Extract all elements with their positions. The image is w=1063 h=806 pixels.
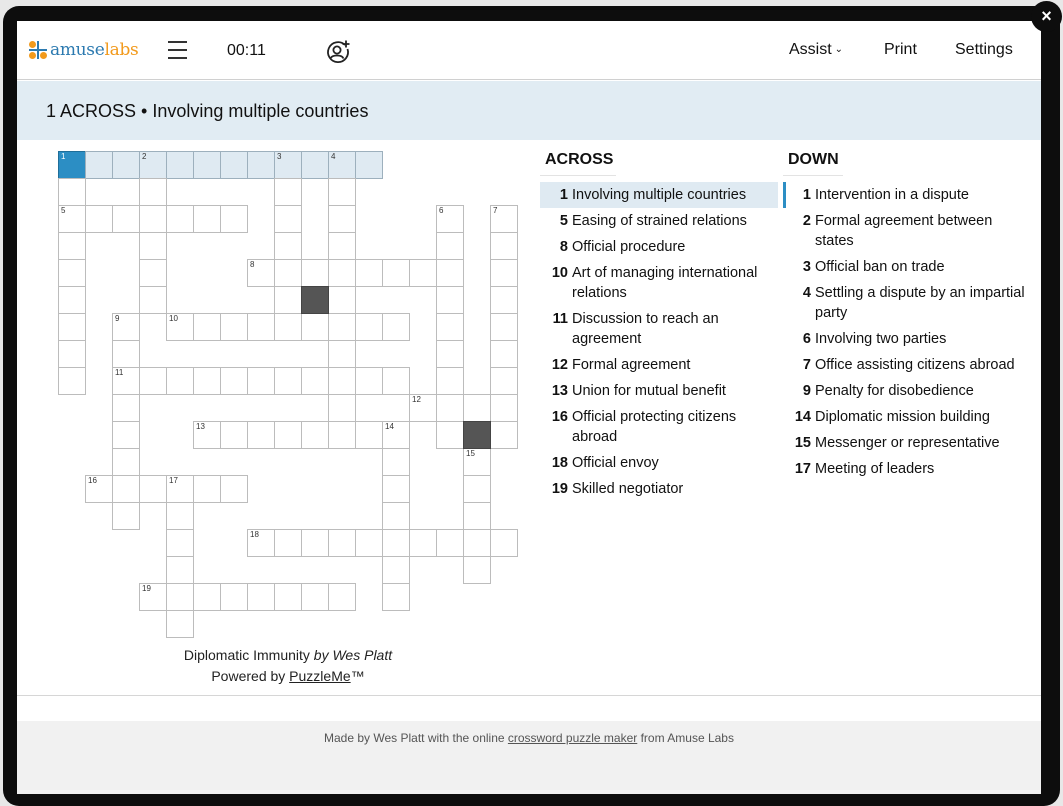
- grid-cell[interactable]: [85, 475, 113, 503]
- grid-cell[interactable]: [193, 583, 221, 611]
- grid-cell[interactable]: [274, 205, 302, 233]
- clue-number: 17: [169, 476, 178, 485]
- trademark: ™: [350, 668, 365, 684]
- clue-number: 13: [196, 422, 205, 431]
- grid-cell[interactable]: [382, 421, 410, 449]
- grid-cell[interactable]: [382, 583, 410, 611]
- grid-cell[interactable]: [193, 151, 221, 179]
- clue-text: Art of managing international relations: [572, 265, 758, 301]
- grid-cell[interactable]: [193, 205, 221, 233]
- grid-cell[interactable]: [166, 367, 194, 395]
- grid-cell[interactable]: [112, 502, 140, 530]
- grid-cell[interactable]: [355, 421, 383, 449]
- crossword-window: [17, 21, 1041, 794]
- grid-cell[interactable]: [436, 421, 464, 449]
- puzzle-author: by Wes Platt: [313, 647, 393, 663]
- grid-cell[interactable]: [355, 151, 383, 179]
- clue-down-2[interactable]: [783, 208, 1033, 254]
- grid-cell[interactable]: [436, 313, 464, 341]
- clue-number: 5: [61, 206, 66, 215]
- grid-cell[interactable]: [490, 205, 518, 233]
- grid-cell[interactable]: [58, 232, 86, 260]
- grid-cell[interactable]: [328, 421, 356, 449]
- puzzleme-link[interactable]: PuzzleMe: [289, 668, 351, 684]
- clue-text: Involving two parties: [815, 331, 947, 347]
- clue-number: 19: [551, 481, 568, 497]
- grid-cell[interactable]: [328, 259, 356, 287]
- grid-cell[interactable]: [274, 313, 302, 341]
- add-user-icon[interactable]: [325, 39, 351, 65]
- grid-cell[interactable]: [247, 421, 275, 449]
- chevron-down-icon: ⌄: [834, 44, 844, 55]
- grid-cell[interactable]: [166, 205, 194, 233]
- grid-cell[interactable]: [328, 583, 356, 611]
- grid-cell[interactable]: [58, 151, 86, 179]
- grid-cell[interactable]: [247, 367, 275, 395]
- clue-number: 18: [551, 455, 568, 471]
- grid-cell[interactable]: [247, 259, 275, 287]
- grid-cell[interactable]: [382, 502, 410, 530]
- grid-cell[interactable]: [220, 583, 248, 611]
- grid-cell[interactable]: [301, 421, 329, 449]
- down-heading: DOWN: [783, 151, 843, 176]
- grid-cell[interactable]: [355, 259, 383, 287]
- clue-number: 6: [439, 206, 444, 215]
- grid-cell[interactable]: [301, 259, 329, 287]
- clue-text: Penalty for disobedience: [815, 383, 974, 399]
- grid-cell[interactable]: [193, 421, 221, 449]
- clue-down-4[interactable]: [783, 280, 1033, 326]
- close-button[interactable]: [1031, 1, 1062, 32]
- clue-text: Involving multiple countries: [572, 187, 747, 203]
- grid-cell[interactable]: [490, 394, 518, 422]
- grid-cell[interactable]: [247, 529, 275, 557]
- clue-number: 3: [802, 259, 811, 275]
- grid-cell[interactable]: [328, 178, 356, 206]
- clue-number: 14: [385, 422, 394, 431]
- grid-cell[interactable]: [139, 232, 167, 260]
- grid-cell[interactable]: [490, 259, 518, 287]
- grid-cell[interactable]: [58, 286, 86, 314]
- clue-number: 4: [331, 152, 336, 161]
- grid-cell[interactable]: [436, 286, 464, 314]
- grid-cell[interactable]: [409, 529, 437, 557]
- grid-cell[interactable]: [382, 475, 410, 503]
- grid-cell[interactable]: [355, 313, 383, 341]
- clue-number: 15: [794, 435, 811, 451]
- footer-text-suffix: from Amuse Labs: [637, 731, 734, 745]
- grid-cell[interactable]: [274, 583, 302, 611]
- grid-cell[interactable]: [436, 205, 464, 233]
- crossword-grid[interactable]: [58, 151, 518, 637]
- grid-cell[interactable]: [220, 313, 248, 341]
- clue-down-9[interactable]: [783, 378, 1033, 404]
- clue-across-8[interactable]: [540, 234, 778, 260]
- grid-cell[interactable]: [193, 475, 221, 503]
- grid-cell[interactable]: [490, 286, 518, 314]
- clue-number: 11: [115, 368, 124, 377]
- print-button[interactable]: Print: [884, 41, 917, 58]
- grid-cell[interactable]: [58, 313, 86, 341]
- clue-number: 16: [551, 409, 568, 425]
- clue-number: 4: [802, 285, 811, 301]
- assist-menu[interactable]: [789, 41, 843, 59]
- clue-across-16[interactable]: [540, 404, 778, 450]
- clue-text: Discussion to reach an agreement: [572, 311, 719, 347]
- clue-number: 8: [250, 260, 255, 269]
- clue-down-6[interactable]: [783, 326, 1033, 352]
- puzzle-credit: [17, 645, 559, 687]
- grid-cell[interactable]: [112, 394, 140, 422]
- grid-cell[interactable]: [58, 340, 86, 368]
- grid-cell[interactable]: [328, 367, 356, 395]
- grid-cell[interactable]: [355, 367, 383, 395]
- grid-cell[interactable]: [220, 475, 248, 503]
- clue-number: 12: [551, 357, 568, 373]
- grid-cell[interactable]: [247, 151, 275, 179]
- grid-cell[interactable]: [193, 313, 221, 341]
- close-icon: ×: [1041, 6, 1052, 26]
- grid-cell[interactable]: [274, 151, 302, 179]
- grid-cell[interactable]: [382, 448, 410, 476]
- grid-cell[interactable]: [463, 394, 491, 422]
- grid-cell[interactable]: [166, 502, 194, 530]
- grid-cell[interactable]: [490, 367, 518, 395]
- current-clue-text: 1 ACROSS • Involving multiple countries: [46, 101, 369, 121]
- grid-cell[interactable]: [463, 556, 491, 584]
- clue-across-13[interactable]: [540, 378, 778, 404]
- grid-cell[interactable]: [301, 529, 329, 557]
- grid-cell[interactable]: [382, 259, 410, 287]
- clue-across-5[interactable]: [540, 208, 778, 234]
- clue-across-11[interactable]: [540, 306, 778, 352]
- clue-text: Official envoy: [572, 455, 659, 471]
- clue-number: 7: [802, 357, 811, 373]
- crossword-maker-link[interactable]: crossword puzzle maker: [507, 731, 638, 745]
- clue-text: Official procedure: [572, 239, 686, 255]
- clue-number: 3: [277, 152, 282, 161]
- grid-cell[interactable]: [166, 313, 194, 341]
- grid-cell[interactable]: [382, 529, 410, 557]
- grid-cell[interactable]: [436, 394, 464, 422]
- clue-text: Official ban on trade: [815, 259, 945, 275]
- logo-mark-icon: [29, 41, 47, 59]
- clue-across-18[interactable]: [540, 450, 778, 476]
- clue-text: Diplomatic mission building: [815, 409, 990, 425]
- grid-cell[interactable]: [58, 178, 86, 206]
- grid-cell[interactable]: [85, 151, 113, 179]
- grid-cell[interactable]: [58, 205, 86, 233]
- grid-cell[interactable]: [220, 205, 248, 233]
- grid-cell[interactable]: [463, 529, 491, 557]
- clue-number: 10: [551, 265, 568, 281]
- block-cell: [463, 421, 491, 449]
- clue-number: 2: [802, 213, 811, 229]
- grid-cell[interactable]: [490, 232, 518, 260]
- clue-text: Meeting of leaders: [815, 461, 935, 477]
- grid-cell[interactable]: [328, 205, 356, 233]
- grid-cell[interactable]: [436, 340, 464, 368]
- clue-down-14[interactable]: [783, 404, 1033, 430]
- grid-cell[interactable]: [328, 529, 356, 557]
- grid-cell[interactable]: [166, 556, 194, 584]
- grid-cell[interactable]: [274, 178, 302, 206]
- clue-number: 19: [142, 584, 151, 593]
- grid-cell[interactable]: [274, 259, 302, 287]
- block-cell: [301, 286, 329, 314]
- clue-number: 12: [412, 395, 421, 404]
- clue-down-15[interactable]: [783, 430, 1033, 456]
- grid-cell[interactable]: [274, 232, 302, 260]
- grid-cell[interactable]: [220, 367, 248, 395]
- logo-text-amuse: amuse: [50, 40, 105, 60]
- clue-number: 14: [794, 409, 811, 425]
- grid-cell[interactable]: [247, 313, 275, 341]
- clue-down-17[interactable]: [783, 456, 1033, 482]
- amuselabs-logo: [29, 40, 138, 60]
- grid-cell[interactable]: [112, 448, 140, 476]
- clue-number: 18: [250, 530, 259, 539]
- grid-cell[interactable]: [139, 286, 167, 314]
- clue-across-1[interactable]: [540, 182, 778, 208]
- grid-cell[interactable]: [274, 367, 302, 395]
- clue-number: 17: [794, 461, 811, 477]
- clue-down-1[interactable]: [783, 182, 1033, 208]
- grid-cell[interactable]: [166, 583, 194, 611]
- grid-cell[interactable]: [112, 475, 140, 503]
- clue-text: Official protecting citizens abroad: [572, 409, 737, 445]
- grid-cell[interactable]: [166, 151, 194, 179]
- grid-cell[interactable]: [463, 475, 491, 503]
- grid-cell[interactable]: [166, 529, 194, 557]
- grid-cell[interactable]: [85, 205, 113, 233]
- grid-cell[interactable]: [274, 286, 302, 314]
- clue-number: 6: [802, 331, 811, 347]
- grid-cell[interactable]: [139, 205, 167, 233]
- clue-text: Union for mutual benefit: [572, 383, 726, 399]
- grid-cell[interactable]: [58, 367, 86, 395]
- grid-cell[interactable]: [139, 583, 167, 611]
- clue-text: Messenger or representative: [815, 435, 1000, 451]
- grid-cell[interactable]: [139, 475, 167, 503]
- clue-number: 15: [466, 449, 475, 458]
- clue-text: Intervention in a dispute: [815, 187, 969, 203]
- grid-cell[interactable]: [112, 421, 140, 449]
- grid-cell[interactable]: [274, 421, 302, 449]
- clue-number: 10: [169, 314, 178, 323]
- grid-cell[interactable]: [139, 178, 167, 206]
- grid-cell[interactable]: [301, 151, 329, 179]
- grid-cell[interactable]: [274, 529, 302, 557]
- clue-across-10[interactable]: [540, 260, 778, 306]
- grid-cell[interactable]: [382, 313, 410, 341]
- grid-cell[interactable]: [301, 583, 329, 611]
- current-clue-bar: [17, 81, 1041, 140]
- grid-cell[interactable]: [139, 151, 167, 179]
- grid-cell[interactable]: [490, 421, 518, 449]
- grid-cell[interactable]: [382, 367, 410, 395]
- grid-cell[interactable]: [436, 529, 464, 557]
- grid-cell[interactable]: [301, 313, 329, 341]
- grid-cell[interactable]: [490, 313, 518, 341]
- grid-cell[interactable]: [112, 367, 140, 395]
- clue-text: Skilled negotiator: [572, 481, 684, 497]
- footer-text: Made by Wes Platt with the online: [324, 731, 508, 745]
- grid-cell[interactable]: [409, 394, 437, 422]
- grid-cell[interactable]: [328, 232, 356, 260]
- grid-cell[interactable]: [58, 259, 86, 287]
- grid-cell[interactable]: [193, 367, 221, 395]
- grid-cell[interactable]: [328, 313, 356, 341]
- clue-text: Formal agreement: [572, 357, 691, 373]
- clue-number: 1: [61, 152, 66, 161]
- grid-cell[interactable]: [328, 286, 356, 314]
- clue-number: 8: [559, 239, 568, 255]
- grid-cell[interactable]: [139, 259, 167, 287]
- puzzle-title: Diplomatic Immunity: [183, 647, 310, 663]
- across-heading: ACROSS: [540, 151, 616, 176]
- logo-text-labs: labs: [104, 40, 139, 60]
- footer: [17, 721, 1041, 794]
- grid-cell[interactable]: [220, 421, 248, 449]
- clue-number: 5: [559, 213, 568, 229]
- grid-cell[interactable]: [139, 367, 167, 395]
- settings-button[interactable]: Settings: [955, 41, 1013, 58]
- grid-cell[interactable]: [490, 529, 518, 557]
- clue-number: 1: [559, 187, 568, 203]
- grid-cell[interactable]: [490, 340, 518, 368]
- down-clue-list: [783, 182, 1033, 482]
- grid-cell[interactable]: [220, 151, 248, 179]
- grid-cell[interactable]: [328, 394, 356, 422]
- clue-number: 7: [493, 206, 498, 215]
- clue-text: Formal agreement between states: [815, 213, 993, 249]
- grid-cell[interactable]: [409, 259, 437, 287]
- clue-number: 11: [552, 311, 568, 327]
- grid-cell[interactable]: [355, 529, 383, 557]
- grid-cell[interactable]: [463, 448, 491, 476]
- grid-cell[interactable]: [382, 556, 410, 584]
- grid-cell[interactable]: [328, 151, 356, 179]
- assist-label: Assist: [789, 41, 832, 58]
- grid-cell[interactable]: [463, 502, 491, 530]
- grid-cell[interactable]: [436, 232, 464, 260]
- clue-number: 9: [115, 314, 120, 323]
- clue-text: Settling a dispute by an impartial party: [815, 285, 1025, 321]
- grid-cell[interactable]: [301, 367, 329, 395]
- grid-cell[interactable]: [166, 610, 194, 638]
- down-clues-panel: [783, 151, 1033, 482]
- across-clue-list: [540, 182, 778, 502]
- clue-across-19[interactable]: [540, 476, 778, 502]
- clue-down-7[interactable]: [783, 352, 1033, 378]
- powered-by-label: Powered by: [211, 668, 290, 684]
- clue-number: 9: [802, 383, 811, 399]
- timer[interactable]: 00:11: [227, 42, 266, 59]
- grid-cell[interactable]: [166, 475, 194, 503]
- grid-cell[interactable]: [328, 340, 356, 368]
- grid-cell[interactable]: [247, 583, 275, 611]
- clue-text: Easing of strained relations: [572, 213, 747, 229]
- grid-cell[interactable]: [112, 313, 140, 341]
- clue-down-3[interactable]: [783, 254, 1033, 280]
- divider: [17, 695, 1041, 696]
- grid-cell[interactable]: [112, 205, 140, 233]
- grid-cell[interactable]: [436, 367, 464, 395]
- top-bar: [17, 21, 1041, 80]
- clue-number: 1: [802, 187, 811, 203]
- hamburger-menu-icon[interactable]: [168, 41, 188, 61]
- clue-number: 2: [142, 152, 147, 161]
- clue-number: 13: [551, 383, 568, 399]
- across-clues-panel: [540, 151, 778, 502]
- grid-cell[interactable]: [112, 151, 140, 179]
- grid-cell[interactable]: [436, 259, 464, 287]
- clue-across-12[interactable]: [540, 352, 778, 378]
- clue-number: 16: [88, 476, 97, 485]
- clue-text: Office assisting citizens abroad: [815, 357, 1015, 373]
- grid-cell[interactable]: [112, 340, 140, 368]
